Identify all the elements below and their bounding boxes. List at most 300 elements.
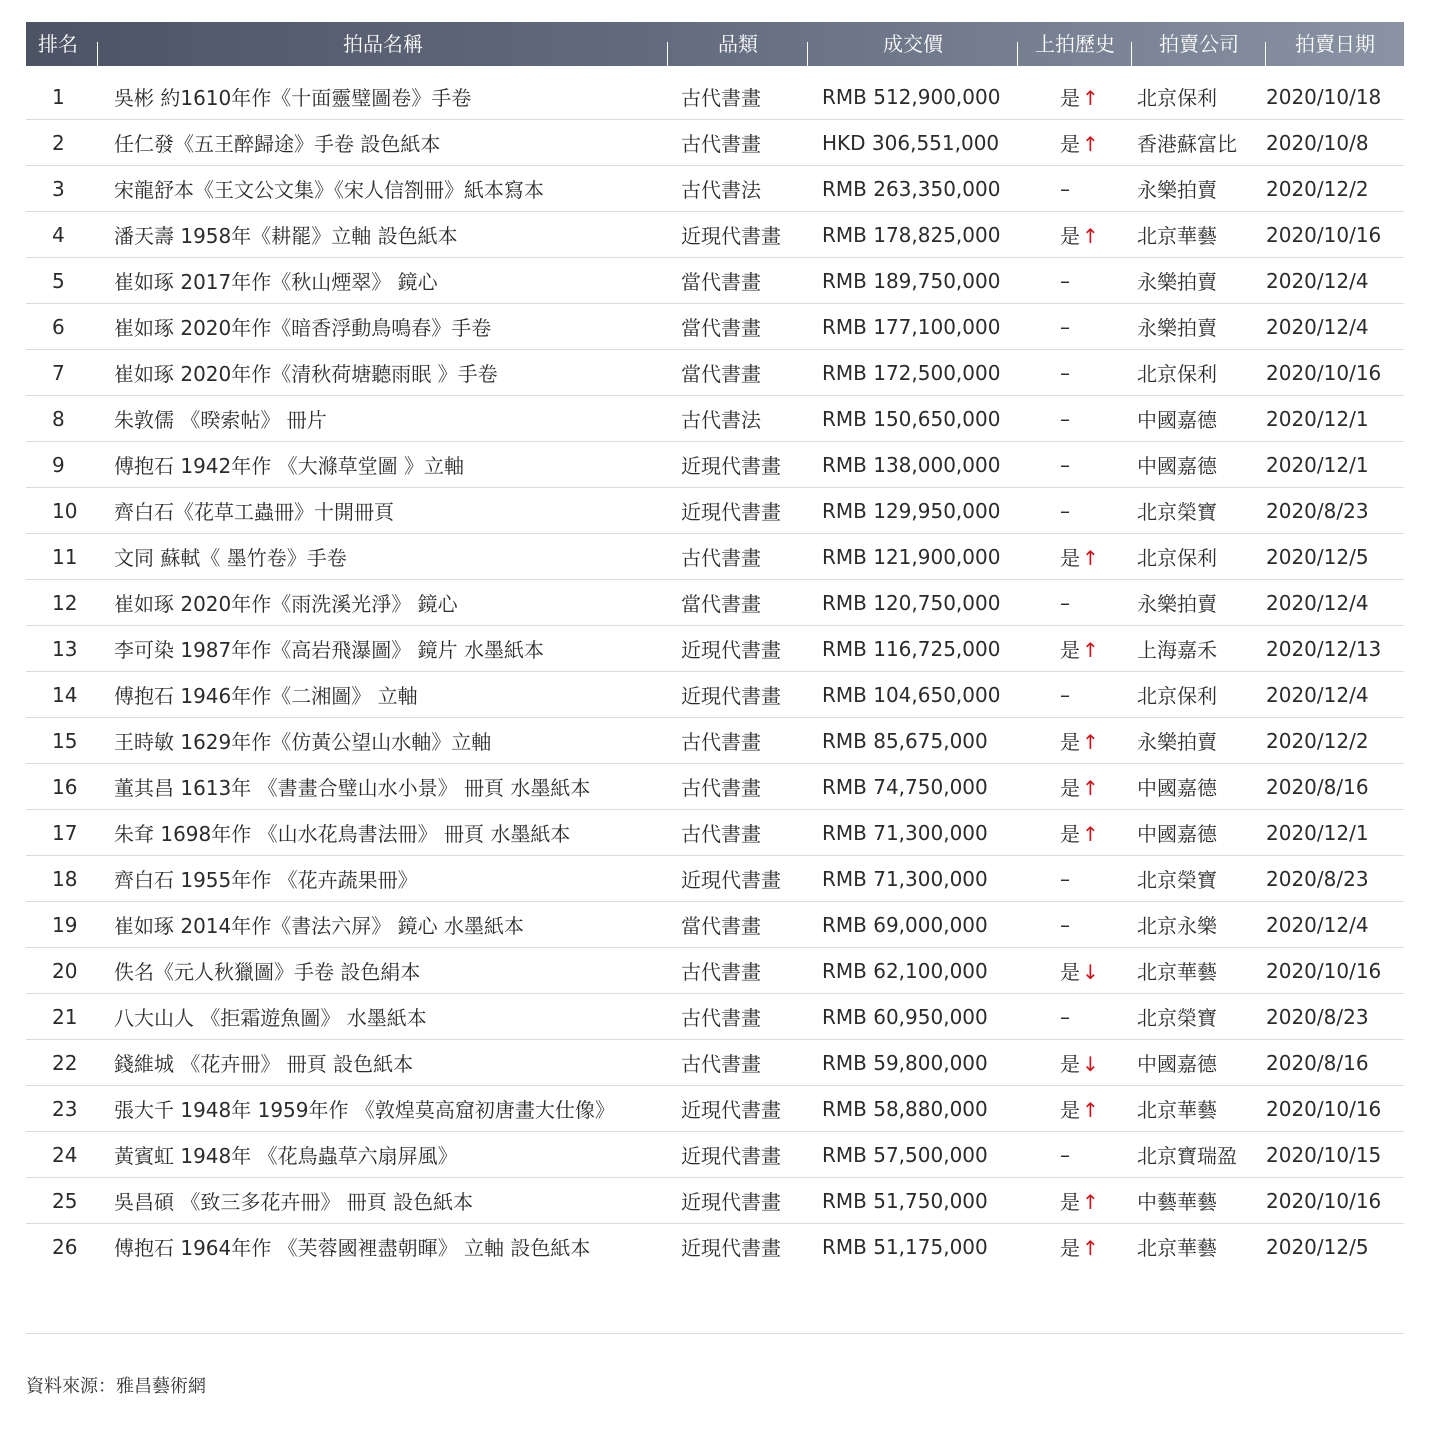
item-name-cell [102, 726, 668, 755]
date-cell-text: 2020/10/16 [1266, 360, 1382, 385]
table-row [26, 258, 1404, 304]
date-cell [1266, 315, 1404, 339]
auction-ranking-table [26, 22, 1404, 1269]
date-cell-text: 2020/10/16 [1266, 958, 1382, 983]
price-cell-text: RMB 189,750,000 [822, 268, 1001, 293]
price-cell-text: RMB 177,100,000 [822, 314, 1001, 339]
category-cell-text: 近現代書畫 [681, 868, 781, 892]
arrow-up-icon: ↑ [1082, 546, 1099, 570]
category-cell [668, 772, 808, 801]
price-cell [808, 637, 1018, 661]
price-cell [808, 85, 1018, 109]
rank-cell [26, 959, 102, 983]
category-cell-text: 近現代書畫 [681, 1236, 781, 1260]
table-row [26, 1040, 1404, 1086]
date-cell-text: 2020/12/4 [1266, 682, 1369, 707]
auction-house-cell-text: 香港蘇富比 [1137, 132, 1237, 156]
rank-cell [26, 775, 102, 799]
history-cell-text: – [1060, 682, 1070, 707]
rank-cell-text: 25 [52, 1188, 78, 1213]
category-cell [668, 910, 808, 939]
price-cell-text: RMB 104,650,000 [822, 682, 1001, 707]
price-cell-text: RMB 512,900,000 [822, 84, 1001, 109]
date-cell-text: 2020/12/1 [1266, 406, 1369, 431]
date-cell [1266, 499, 1404, 523]
history-cell-text: – [1060, 360, 1070, 385]
auction-house-cell-text: 中國嘉德 [1137, 822, 1217, 846]
price-cell-text: RMB 129,950,000 [822, 498, 1001, 523]
arrow-up-icon: ↑ [1082, 638, 1099, 662]
date-cell-text: 2020/12/13 [1266, 636, 1382, 661]
item-name-cell [102, 956, 668, 985]
auction-house-cell-text: 永樂拍賣 [1137, 178, 1217, 202]
category-cell [668, 266, 808, 295]
category-cell [668, 496, 808, 525]
auction-house-cell [1132, 542, 1266, 571]
price-cell [808, 1051, 1018, 1075]
category-cell-text: 古代書畫 [681, 776, 761, 800]
auction-house-cell-text: 北京榮寶 [1137, 500, 1217, 524]
auction-house-cell-text: 上海嘉禾 [1137, 638, 1217, 662]
auction-house-cell [1132, 634, 1266, 663]
item-name-cell-text: 任仁發《五王醉歸途》手卷 設色紙本 [114, 132, 441, 156]
auction-house-cell-text: 北京保利 [1137, 362, 1217, 386]
history-cell-text: – [1060, 866, 1070, 891]
price-cell [808, 453, 1018, 477]
auction-house-cell [1132, 404, 1266, 433]
category-cell-text: 近現代書畫 [681, 1144, 781, 1168]
category-cell [668, 588, 808, 617]
item-name-cell-text: 朱敦儒 《暌索帖》 冊片 [114, 408, 327, 432]
price-cell-text: RMB 58,880,000 [822, 1096, 988, 1121]
date-cell [1266, 177, 1404, 201]
category-cell-text: 近現代書畫 [681, 454, 781, 478]
history-cell [1018, 913, 1132, 937]
history-cell [1018, 726, 1132, 755]
item-name-cell-text: 傅抱石 1942年作 《大滌草堂圖 》立軸 [114, 454, 464, 478]
rank-cell-text: 24 [52, 1142, 78, 1167]
item-name-cell-text: 吳昌碩 《致三多花卉冊》 冊頁 設色紙本 [114, 1190, 474, 1214]
price-cell [808, 1005, 1018, 1029]
item-name-cell-text: 崔如琢 2017年作《秋山煙翠》 鏡心 [114, 270, 438, 294]
history-cell-text: – [1060, 268, 1070, 293]
price-cell [808, 545, 1018, 569]
rank-cell-text: 11 [52, 544, 78, 569]
date-cell-text: 2020/12/5 [1266, 1234, 1369, 1259]
table-row [26, 442, 1404, 488]
price-cell-text: RMB 121,900,000 [822, 544, 1001, 569]
date-cell-text: 2020/8/16 [1266, 774, 1369, 799]
item-name-cell [102, 220, 668, 249]
price-cell-text: RMB 85,675,000 [822, 728, 988, 753]
price-cell-text: RMB 120,750,000 [822, 590, 1001, 615]
date-cell-text: 2020/10/16 [1266, 1096, 1382, 1121]
arrow-up-icon: ↑ [1082, 132, 1099, 156]
table-row [26, 1224, 1404, 1269]
price-cell [808, 591, 1018, 615]
rank-cell-text: 17 [52, 820, 78, 845]
auction-house-cell-text: 北京保利 [1137, 86, 1217, 110]
auction-house-cell-text: 中國嘉德 [1137, 454, 1217, 478]
header-category: 品類 [668, 22, 808, 66]
date-cell [1266, 545, 1404, 569]
table-body [26, 74, 1404, 1269]
auction-house-cell [1132, 450, 1266, 479]
arrow-down-icon: ↓ [1082, 960, 1099, 984]
category-cell [668, 542, 808, 571]
category-cell [668, 1186, 808, 1215]
history-cell-text: 是 [1060, 822, 1080, 846]
item-name-cell [102, 634, 668, 663]
date-cell-text: 2020/12/4 [1266, 912, 1369, 937]
table-row [26, 672, 1404, 718]
category-cell [668, 1048, 808, 1077]
price-cell-text: RMB 62,100,000 [822, 958, 988, 983]
rank-cell [26, 1005, 102, 1029]
item-name-cell [102, 128, 668, 157]
rank-cell [26, 1235, 102, 1259]
history-cell [1018, 956, 1132, 985]
rank-cell-text: 26 [52, 1234, 78, 1259]
history-cell-text: 是 [1060, 86, 1080, 110]
table-row [26, 1132, 1404, 1178]
table-row [26, 396, 1404, 442]
table-row [26, 856, 1404, 902]
auction-house-cell-text: 中藝華藝 [1137, 1190, 1217, 1214]
header-history: 上拍歷史 [1018, 22, 1132, 66]
rank-cell-text: 14 [52, 682, 78, 707]
category-cell-text: 古代書畫 [681, 730, 761, 754]
rank-cell-text: 16 [52, 774, 78, 799]
rank-cell-text: 21 [52, 1004, 78, 1029]
history-cell-text: 是 [1060, 132, 1080, 156]
auction-house-cell-text: 永樂拍賣 [1137, 270, 1217, 294]
price-cell [808, 729, 1018, 753]
item-name-cell-text: 朱耷 1698年作 《山水花鳥書法冊》 冊頁 水墨紙本 [114, 822, 571, 846]
item-name-cell [102, 82, 668, 111]
price-cell [808, 775, 1018, 799]
header-name: 拍品名稱 [98, 22, 668, 66]
date-cell-text: 2020/12/4 [1266, 590, 1369, 615]
arrow-up-icon: ↑ [1082, 776, 1099, 800]
auction-house-cell-text: 北京永樂 [1137, 914, 1217, 938]
rank-cell-text: 10 [52, 498, 78, 523]
history-cell [1018, 1232, 1132, 1261]
arrow-up-icon: ↑ [1082, 1190, 1099, 1214]
date-cell-text: 2020/10/18 [1266, 84, 1382, 109]
category-cell-text: 近現代書畫 [681, 638, 781, 662]
date-cell [1266, 1189, 1404, 1213]
rank-cell-text: 1 [52, 84, 65, 109]
history-cell-text: 是 [1060, 1190, 1080, 1214]
rank-cell-text: 22 [52, 1050, 78, 1075]
history-cell-text: 是 [1060, 776, 1080, 800]
history-cell-text: 是 [1060, 546, 1080, 570]
date-cell-text: 2020/8/23 [1266, 866, 1369, 891]
date-cell [1266, 821, 1404, 845]
history-cell [1018, 361, 1132, 385]
date-cell [1266, 269, 1404, 293]
auction-house-cell-text: 北京寶瑞盈 [1137, 1144, 1237, 1168]
auction-house-cell [1132, 496, 1266, 525]
history-cell [1018, 269, 1132, 293]
rank-cell-text: 15 [52, 728, 78, 753]
category-cell [668, 956, 808, 985]
item-name-cell [102, 542, 668, 571]
item-name-cell [102, 312, 668, 341]
auction-house-cell-text: 北京保利 [1137, 546, 1217, 570]
item-name-cell [102, 818, 668, 847]
item-name-cell [102, 1186, 668, 1215]
date-cell-text: 2020/10/8 [1266, 130, 1369, 155]
auction-house-cell [1132, 772, 1266, 801]
rank-cell-text: 6 [52, 314, 65, 339]
history-cell [1018, 315, 1132, 339]
rank-cell-text: 23 [52, 1096, 78, 1121]
category-cell-text: 當代書畫 [681, 592, 761, 616]
price-cell-text: RMB 71,300,000 [822, 820, 988, 845]
history-cell [1018, 453, 1132, 477]
history-cell [1018, 1005, 1132, 1029]
date-cell [1266, 1005, 1404, 1029]
item-name-cell-text: 潘天壽 1958年《耕罷》立軸 設色紙本 [114, 224, 458, 248]
table-row [26, 718, 1404, 764]
date-cell [1266, 913, 1404, 937]
item-name-cell [102, 910, 668, 939]
history-cell [1018, 1143, 1132, 1167]
history-cell-text: – [1060, 314, 1070, 339]
history-cell [1018, 1048, 1132, 1077]
category-cell-text: 當代書畫 [681, 316, 761, 340]
category-cell-text: 近現代書畫 [681, 684, 781, 708]
item-name-cell [102, 404, 668, 433]
price-cell-text: RMB 57,500,000 [822, 1142, 988, 1167]
date-cell [1266, 683, 1404, 707]
auction-house-cell [1132, 220, 1266, 249]
date-cell-text: 2020/12/2 [1266, 728, 1369, 753]
table-row [26, 534, 1404, 580]
date-cell-text: 2020/12/5 [1266, 544, 1369, 569]
history-cell [1018, 818, 1132, 847]
price-cell [808, 269, 1018, 293]
item-name-cell-text: 張大千 1948年 1959年作 《敦煌莫高窟初唐畫大仕像》 [114, 1098, 615, 1122]
auction-house-cell-text: 北京保利 [1137, 684, 1217, 708]
date-cell-text: 2020/12/4 [1266, 314, 1369, 339]
price-cell [808, 959, 1018, 983]
rank-cell [26, 545, 102, 569]
category-cell-text: 古代書法 [681, 408, 761, 432]
date-cell-text: 2020/8/16 [1266, 1050, 1369, 1075]
rank-cell [26, 269, 102, 293]
category-cell [668, 818, 808, 847]
arrow-up-icon: ↑ [1082, 86, 1099, 110]
item-name-cell-text: 齊白石《花草工蟲冊》十開冊頁 [114, 500, 394, 524]
rank-cell-text: 7 [52, 360, 65, 385]
rank-cell [26, 683, 102, 707]
price-cell-text: RMB 69,000,000 [822, 912, 988, 937]
auction-house-cell [1132, 956, 1266, 985]
rank-cell [26, 1097, 102, 1121]
rank-cell-text: 3 [52, 176, 65, 201]
date-cell [1266, 775, 1404, 799]
history-cell [1018, 407, 1132, 431]
table-row [26, 212, 1404, 258]
category-cell-text: 當代書畫 [681, 270, 761, 294]
table-row [26, 810, 1404, 856]
auction-house-cell [1132, 174, 1266, 203]
auction-house-cell-text: 中國嘉德 [1137, 408, 1217, 432]
auction-house-cell-text: 中國嘉德 [1137, 776, 1217, 800]
item-name-cell [102, 266, 668, 295]
price-cell [808, 407, 1018, 431]
auction-house-cell [1132, 1048, 1266, 1077]
auction-house-cell [1132, 910, 1266, 939]
price-cell-text: RMB 60,950,000 [822, 1004, 988, 1029]
history-cell-text: 是 [1060, 1236, 1080, 1260]
arrow-up-icon: ↑ [1082, 1236, 1099, 1260]
auction-house-cell [1132, 588, 1266, 617]
history-cell [1018, 772, 1132, 801]
table-row [26, 902, 1404, 948]
rank-cell-text: 4 [52, 222, 65, 247]
item-name-cell-text: 文同 蘇軾《 墨竹卷》手卷 [114, 546, 347, 570]
history-cell-text: 是 [1060, 224, 1080, 248]
item-name-cell [102, 1140, 668, 1169]
category-cell-text: 古代書畫 [681, 546, 761, 570]
category-cell [668, 1232, 808, 1261]
price-cell [808, 683, 1018, 707]
rank-cell [26, 499, 102, 523]
auction-house-cell [1132, 1232, 1266, 1261]
price-cell [808, 867, 1018, 891]
rank-cell [26, 407, 102, 431]
auction-house-cell [1132, 1186, 1266, 1215]
item-name-cell-text: 崔如琢 2020年作《雨洗溪光淨》 鏡心 [114, 592, 458, 616]
category-cell-text: 近現代書畫 [681, 1190, 781, 1214]
date-cell [1266, 867, 1404, 891]
category-cell [668, 1140, 808, 1169]
auction-house-cell [1132, 680, 1266, 709]
history-cell-text: – [1060, 912, 1070, 937]
date-cell [1266, 637, 1404, 661]
table-row [26, 166, 1404, 212]
rank-cell [26, 315, 102, 339]
auction-house-cell [1132, 1140, 1266, 1169]
auction-house-cell-text: 北京榮寶 [1137, 868, 1217, 892]
item-name-cell-text: 崔如琢 2014年作《書法六屏》 鏡心 水墨紙本 [114, 914, 524, 938]
item-name-cell-text: 宋龍舒本《王文公文集》《宋人信劄冊》紙本寫本 [114, 178, 544, 202]
price-cell-text: RMB 263,350,000 [822, 176, 1001, 201]
date-cell-text: 2020/12/2 [1266, 176, 1369, 201]
category-cell-text: 當代書畫 [681, 914, 761, 938]
table-row [26, 350, 1404, 396]
price-cell [808, 1189, 1018, 1213]
table-row [26, 948, 1404, 994]
auction-house-cell-text: 永樂拍賣 [1137, 730, 1217, 754]
category-cell [668, 634, 808, 663]
history-cell-text: – [1060, 1004, 1070, 1029]
category-cell-text: 古代書畫 [681, 960, 761, 984]
table-header [26, 22, 1404, 66]
category-cell-text: 古代書畫 [681, 86, 761, 110]
item-name-cell [102, 864, 668, 893]
price-cell [808, 223, 1018, 247]
auction-house-cell-text: 北京華藝 [1137, 224, 1217, 248]
category-cell-text: 近現代書畫 [681, 224, 781, 248]
category-cell [668, 450, 808, 479]
arrow-up-icon: ↑ [1082, 1098, 1099, 1122]
header-rank: 排名 [26, 22, 98, 66]
rank-cell [26, 1189, 102, 1213]
auction-house-cell-text: 北京華藝 [1137, 960, 1217, 984]
rank-cell [26, 1143, 102, 1167]
date-cell-text: 2020/10/15 [1266, 1142, 1382, 1167]
price-cell-text: RMB 178,825,000 [822, 222, 1001, 247]
item-name-cell-text: 佚名《元人秋獵圖》手卷 設色絹本 [114, 960, 421, 984]
rank-cell [26, 637, 102, 661]
category-cell-text: 古代書畫 [681, 822, 761, 846]
history-cell [1018, 634, 1132, 663]
category-cell [668, 174, 808, 203]
history-cell [1018, 499, 1132, 523]
item-name-cell [102, 680, 668, 709]
price-cell [808, 499, 1018, 523]
category-cell [668, 82, 808, 111]
table-row [26, 1178, 1404, 1224]
rank-cell-text: 2 [52, 130, 65, 155]
item-name-cell-text: 傅抱石 1964年作 《芙蓉國裡盡朝暉》 立軸 設色紙本 [114, 1236, 591, 1260]
category-cell-text: 當代書畫 [681, 362, 761, 386]
rank-cell-text: 19 [52, 912, 78, 937]
date-cell [1266, 1051, 1404, 1075]
history-cell-text: 是 [1060, 1052, 1080, 1076]
category-cell-text: 古代書法 [681, 178, 761, 202]
rank-cell [26, 177, 102, 201]
price-cell [808, 315, 1018, 339]
rank-cell [26, 361, 102, 385]
history-cell-text: 是 [1060, 730, 1080, 754]
history-cell [1018, 867, 1132, 891]
item-name-cell-text: 傅抱石 1946年作《二湘圖》 立軸 [114, 684, 418, 708]
price-cell-text: RMB 51,175,000 [822, 1234, 988, 1259]
price-cell-text: RMB 138,000,000 [822, 452, 1001, 477]
item-name-cell-text: 崔如琢 2020年作《暗香浮動鳥鳴春》手卷 [114, 316, 492, 340]
arrow-up-icon: ↑ [1082, 730, 1099, 754]
date-cell [1266, 729, 1404, 753]
price-cell-text: RMB 59,800,000 [822, 1050, 988, 1075]
item-name-cell-text: 八大山人 《拒霜遊魚圖》 水墨紙本 [114, 1006, 427, 1030]
rank-cell [26, 1051, 102, 1075]
category-cell [668, 312, 808, 341]
rank-cell-text: 13 [52, 636, 78, 661]
table-row [26, 764, 1404, 810]
category-cell [668, 1002, 808, 1031]
arrow-down-icon: ↓ [1082, 1052, 1099, 1076]
date-cell-text: 2020/12/1 [1266, 452, 1369, 477]
auction-house-cell [1132, 818, 1266, 847]
history-cell-text: 是 [1060, 960, 1080, 984]
category-cell [668, 220, 808, 249]
history-cell [1018, 220, 1132, 249]
category-cell [668, 128, 808, 157]
price-cell [808, 1097, 1018, 1121]
item-name-cell [102, 1002, 668, 1031]
item-name-cell [102, 1232, 668, 1261]
date-cell-text: 2020/12/1 [1266, 820, 1369, 845]
item-name-cell [102, 358, 668, 387]
table-row [26, 74, 1404, 120]
auction-house-cell [1132, 82, 1266, 111]
